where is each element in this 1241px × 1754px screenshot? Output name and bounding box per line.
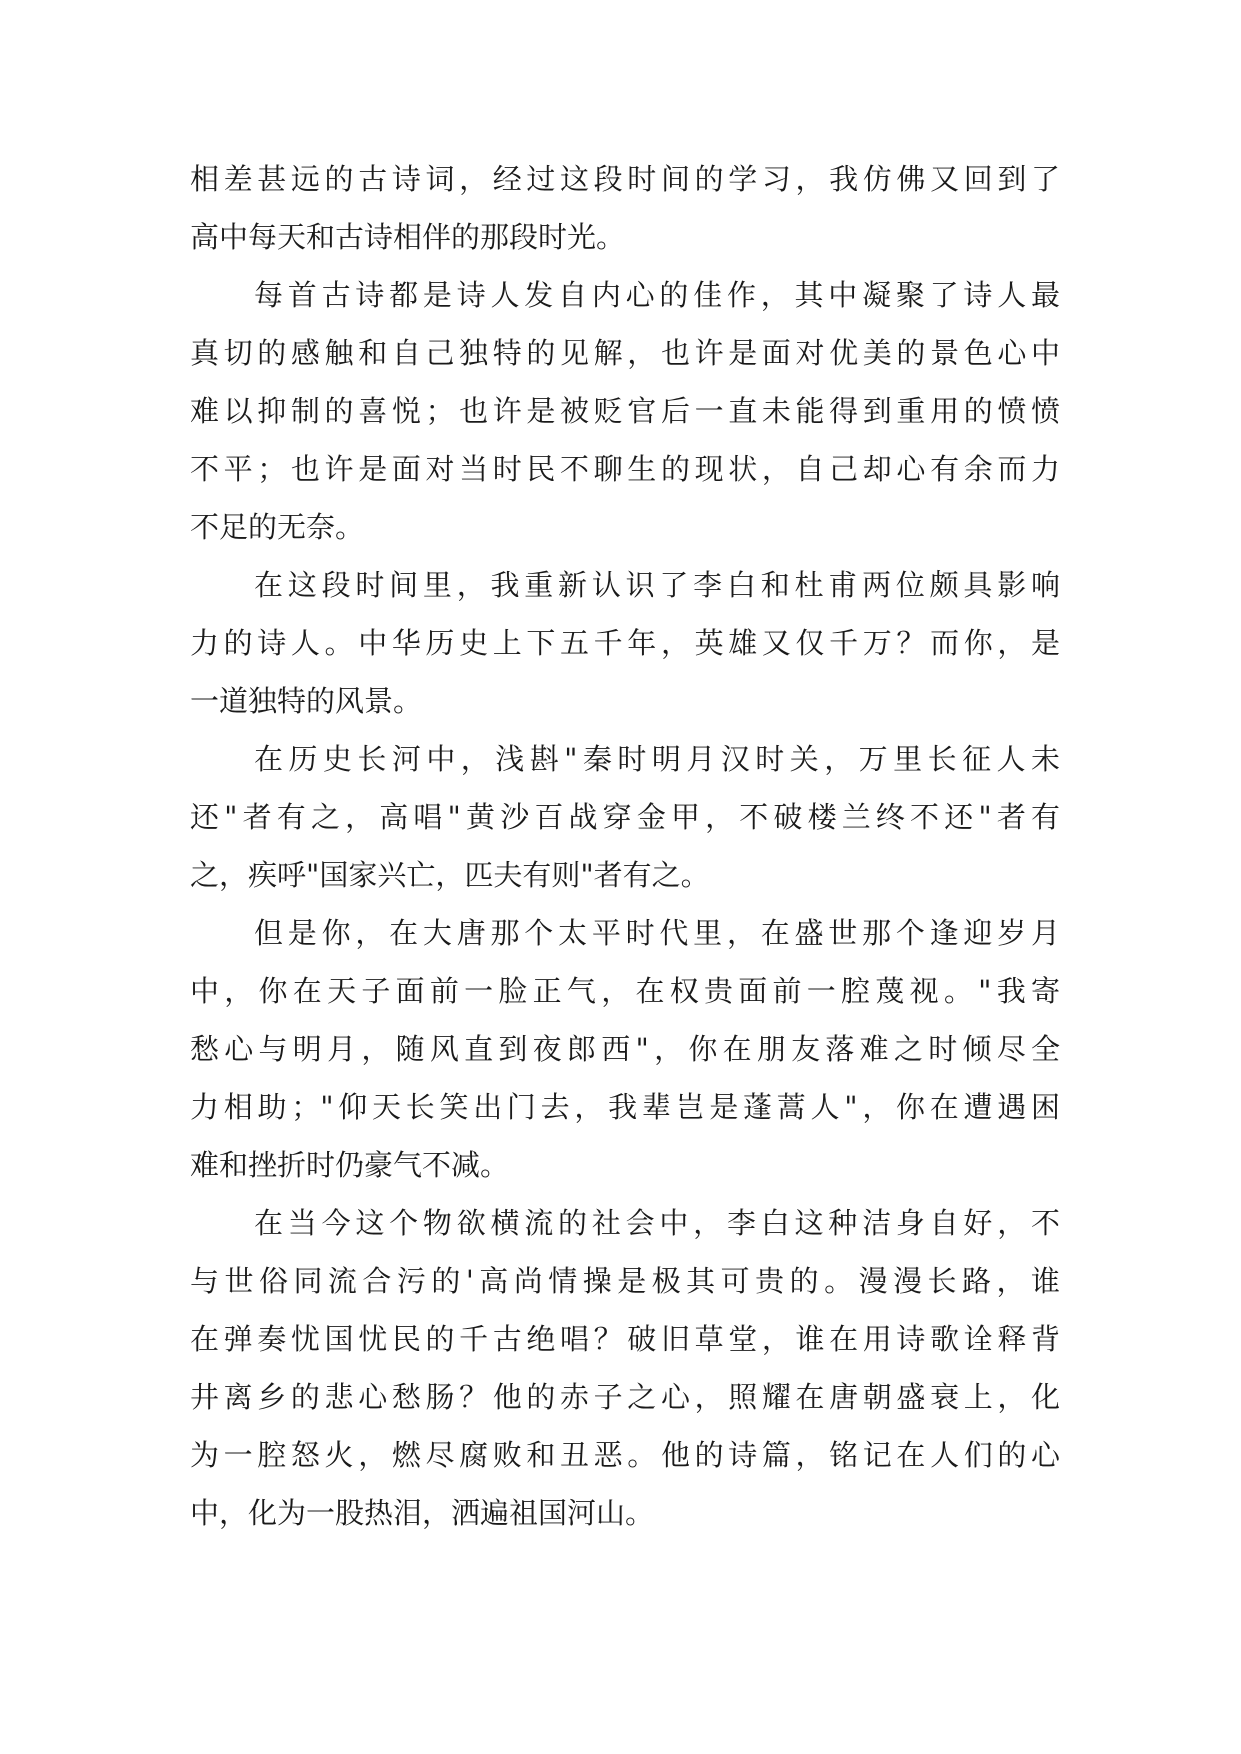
- body-text: [190, 150, 1060, 1542]
- text-line: 愁心与明月，随风直到夜郎西"，你在朋友落难之时倾尽全: [190, 1032, 1060, 1066]
- text-line: 为一腔怒火，燃尽腐败和丑恶。他的诗篇，铭记在人们的心: [190, 1438, 1060, 1472]
- text-line: 高中每天和古诗相伴的那段时光。: [190, 220, 626, 254]
- text-line: 不足的无奈。: [190, 510, 365, 544]
- paragraph-first-line: 在这段时间里，我重新认识了李白和杜甫两位颇具影响: [254, 568, 1060, 602]
- text-line: 中，你在天子面前一脸正气，在权贵面前一腔蔑视。"我寄: [190, 974, 1060, 1008]
- text-line: 难以抑制的喜悦；也许是被贬官后一直未能得到重用的愤愤: [190, 394, 1060, 428]
- text-line: 之，疾呼"国家兴亡，匹夫有则"者有之。: [190, 858, 710, 892]
- text-line: 在弹奏忧国忧民的千古绝唱？破旧草堂，谁在用诗歌诠释背: [190, 1322, 1060, 1356]
- text-line: 相差甚远的古诗词，经过这段时间的学习，我仿佛又回到了: [190, 162, 1060, 196]
- paragraph-first-line: 在当今这个物欲横流的社会中，李白这种洁身自好，不: [254, 1206, 1060, 1240]
- text-line: 中，化为一股热泪，洒遍祖国河山。: [190, 1496, 655, 1530]
- paragraph-first-line: 每首古诗都是诗人发自内心的佳作，其中凝聚了诗人最: [254, 278, 1060, 312]
- text-line: 难和挫折时仍豪气不减。: [190, 1148, 510, 1182]
- text-line: 力相助；"仰天长笑出门去，我辈岂是蓬蒿人"，你在遭遇困: [190, 1090, 1060, 1124]
- text-line: 不平；也许是面对当时民不聊生的现状，自己却心有余而力: [190, 452, 1060, 486]
- text-line: 与世俗同流合污的'高尚情操是极其可贵的。漫漫长路，谁: [190, 1264, 1060, 1298]
- paragraph-first-line: 在历史长河中，浅斟"秦时明月汉时关，万里长征人未: [254, 742, 1060, 776]
- text-line: 力的诗人。中华历史上下五千年，英雄又仅千万？而你，是: [190, 626, 1060, 660]
- text-line: 还"者有之，高唱"黄沙百战穿金甲，不破楼兰终不还"者有: [190, 800, 1060, 834]
- text-line: 一道独特的风景。: [190, 684, 423, 718]
- text-line: 真切的感触和自己独特的见解，也许是面对优美的景色心中: [190, 336, 1060, 370]
- paragraph-first-line: 但是你，在大唐那个太平时代里，在盛世那个逢迎岁月: [254, 916, 1060, 950]
- text-line: 井离乡的悲心愁肠？他的赤子之心，照耀在唐朝盛衰上，化: [190, 1380, 1060, 1414]
